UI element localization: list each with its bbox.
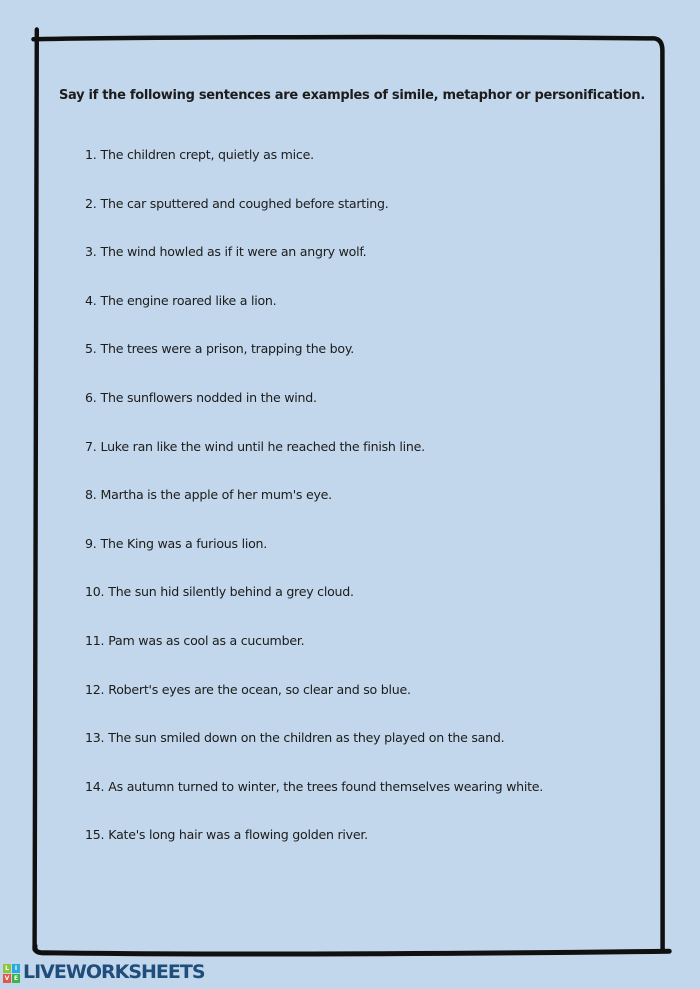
sentence-text: Martha is the apple of her mum's eye. <box>100 487 332 503</box>
sentence-number: 9. <box>85 535 97 551</box>
sentence-number: 5. <box>85 341 97 357</box>
sentence-item <box>85 487 662 503</box>
sentence-item <box>85 196 662 212</box>
sentence-number: 12. <box>85 681 105 697</box>
sentence-number: 11. <box>85 632 105 648</box>
sentence-number: 13. <box>85 730 105 746</box>
sentence-number: 3. <box>85 244 97 260</box>
sentence-number: 1. <box>85 147 97 162</box>
sentence-text: The car sputtered and coughed before starting. <box>100 195 389 211</box>
sentence-item <box>85 293 662 309</box>
sentence-text: The sun smiled down on the children as they played on the sand. <box>108 730 505 746</box>
sentence-text: The sun hid silently behind a grey cloud. <box>108 584 354 600</box>
sentence-list <box>85 147 662 876</box>
sentence-text: The children crept, quietly as mice. <box>100 147 314 162</box>
sentence-item <box>85 390 662 406</box>
sentence-item <box>85 827 662 843</box>
worksheet-title: Say if the following sentences are examples of simile, metaphor or personification. <box>58 88 646 103</box>
logo-block-l: L <box>3 964 11 973</box>
sentence-text: The King was a furious lion. <box>100 535 268 551</box>
sentence-text: The trees were a prison, trapping the boy. <box>100 341 355 357</box>
sentence-item <box>85 730 662 746</box>
sentence-item <box>85 147 662 163</box>
sentence-item <box>85 779 662 795</box>
liveworksheets-wordmark: LIVEWORKSHEETS <box>23 961 205 983</box>
liveworksheets-logo-icon <box>3 964 20 983</box>
sentence-number: 6. <box>85 389 97 405</box>
sentence-item <box>85 439 662 455</box>
sentence-number: 14. <box>85 778 105 794</box>
sentence-number: 7. <box>85 438 97 454</box>
sentence-number: 8. <box>85 487 97 503</box>
sentence-item <box>85 244 662 260</box>
sentence-text: Kate's long hair was a flowing golden river. <box>108 827 368 843</box>
sentence-item <box>85 682 662 698</box>
sentence-item <box>85 584 662 600</box>
sentence-text: Robert's eyes are the ocean, so clear and so blue. <box>108 681 411 697</box>
sentence-text: The engine roared like a lion. <box>100 292 277 308</box>
sentence-text: The sunflowers nodded in the wind. <box>100 389 317 405</box>
liveworksheets-logo[interactable] <box>3 961 205 983</box>
sentence-number: 4. <box>85 292 97 308</box>
sentence-text: Pam was as cool as a cucumber. <box>108 632 305 648</box>
sentence-item <box>85 633 662 649</box>
sentence-number: 15. <box>85 827 105 843</box>
sentence-text: The wind howled as if it were an angry wolf. <box>100 244 367 260</box>
sentence-item <box>85 341 662 357</box>
logo-block-v: V <box>4 974 10 982</box>
sentence-text: Luke ran like the wind until he reached the finish line. <box>100 438 425 454</box>
sentence-number: 10. <box>85 584 105 600</box>
logo-block-e: E <box>13 974 19 982</box>
sentence-number: 2. <box>85 195 97 211</box>
sentence-text: As autumn turned to winter, the trees found themselves wearing white. <box>108 778 544 794</box>
logo-block-i: I <box>12 964 20 973</box>
sentence-item <box>85 536 662 552</box>
